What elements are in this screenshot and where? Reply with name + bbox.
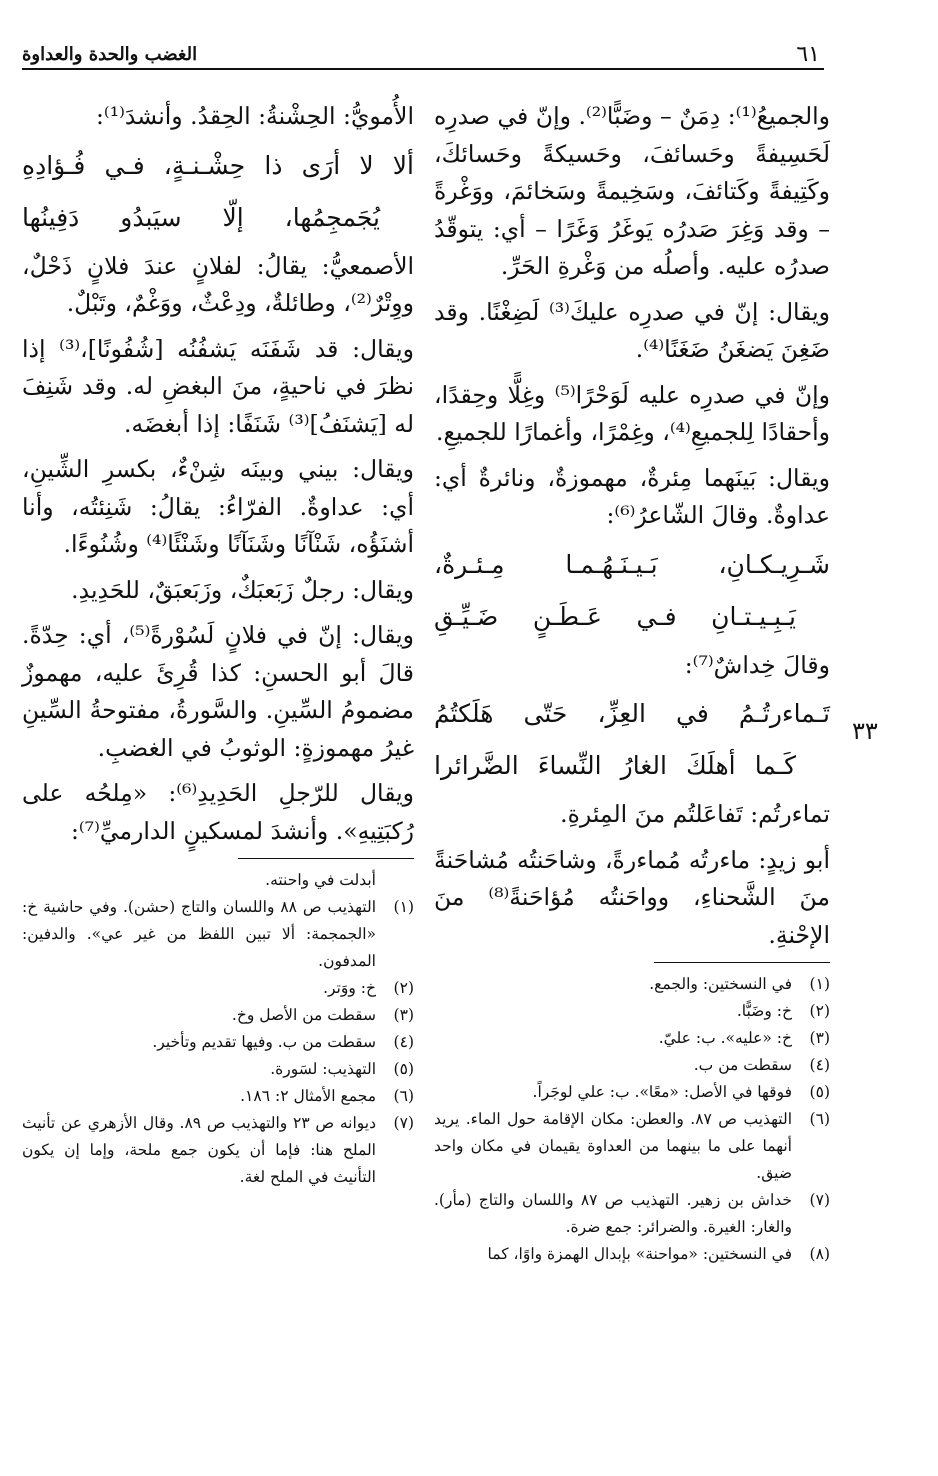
footnote (434, 998, 830, 1025)
footnote-text: في النسختين: والجمع. (649, 975, 792, 993)
footnote-text: فوقها في الأصل: «معًا». ب: علي لوجَراً. (532, 1083, 792, 1101)
verse-line: شَـرِيـكـانِ، بَـيـنَـهُـمـا مِـئـرةٌ، (434, 549, 830, 579)
footnote-number: (٧) (393, 1114, 414, 1132)
left-column (22, 98, 414, 1191)
paragraph: ويقال: إنّ في فلانٍ لَسُوْرةً⁽⁵⁾، أي: حِدّةً. قالَ أبو الحسنِ: كذا قُرِئَ عليه، مهموزٌ مضمومُ السِّينِ. والسَّورةُ، مفتوحةُ السِّينِ غيرُ مهموزةٍ: الوثوبُ في الغضبِ. (22, 621, 414, 762)
footnote (22, 1083, 414, 1110)
footnote-number: (٥) (393, 1060, 414, 1078)
footnote (22, 975, 414, 1002)
footnote-text: خ: وضَبًّا. (736, 1002, 792, 1020)
footnote (434, 971, 830, 998)
footnote-number: (٦) (393, 1087, 414, 1105)
footnote-text: مجمع الأمثال ٢: ١٨٦. (240, 1087, 376, 1105)
verse-line: كَـما أهلَكَ الغارُ النِّساءَ الضَّرائرا (434, 751, 796, 780)
header-rule (22, 68, 824, 70)
footnote (434, 1079, 830, 1106)
footnote-text: خداش بن زهير. التهذيب ص ٨٧ واللسان والتاج (مأر). والغار: الغيرة. والضرائر: جمع ضرة. (434, 1191, 792, 1236)
paragraph: ويقال: إنّ في صدرِه عليكَ⁽³⁾ لَضِغْنًا. وقد ضَغِنَ يَضغَنُ ضَغَنًا⁽⁴⁾. (434, 297, 830, 363)
footnote (434, 1052, 830, 1079)
footnotes (434, 971, 830, 1268)
footnote-number: (٨) (809, 1245, 830, 1263)
verse-line: يَـبِـيـتـانِ فـي عَـطَـنٍ ضَـيِّـقِ (434, 601, 796, 631)
paragraph: ويقال: قد شَفَنَه يَشفُنُه [شُفُونًا]،⁽³⁾ إذا نظرَ في ناحيةٍ، منَ البغضِ له. وقد شَنِفَ له [يَشنَفُ]⁽³⁾ شَنَفًا: إذا أبغضَه. (22, 334, 415, 438)
footnote-text: سقطت من ب. وفيها تقديم وتأخير. (152, 1033, 376, 1051)
footnote (22, 1110, 414, 1191)
footnote-number: (٥) (809, 1083, 830, 1101)
verse-line: ألا لا أرَى ذا حِشْـنـةٍ، فـي فُـؤادِهِ (22, 150, 414, 180)
paragraph: الأُمويُّ: الحِشْنةُ: الحِقدُ. وأنشدَ⁽¹⁾: (96, 102, 414, 130)
paragraph: ويقال: رجلٌ زَبَعبَكٌ، وزَبَعبَقٌ، للحَدِيدِ. (71, 575, 414, 604)
footnote (22, 894, 414, 975)
footnote-number: (٣) (809, 1029, 830, 1047)
footnote-number: (٤) (393, 1033, 414, 1051)
right-column (434, 98, 830, 1268)
footnote-text: أبدلت في واحنته. (265, 871, 376, 889)
footnote-text: سقطت من الأصل وخ. (231, 1006, 376, 1024)
footnote-separator (238, 858, 414, 859)
paragraph: الأصمعيُّ: يقالُ: لفلانٍ عندَ فلانٍ ذَحْلٌ، ووِتْرٌ⁽²⁾، وطائلةٌ، ودِعْثٌ، ووَغْمٌ، وتَبْلٌ. (22, 251, 414, 317)
footnote (434, 1106, 830, 1187)
paragraph: ويقال للرّجلِ الحَدِيدِ⁽⁶⁾: «مِلحُه على رُكبَتِيهِ». وأنشدَ لمسكينٍ الدارميِّ⁽⁷⁾: (22, 779, 414, 845)
footnote-text: خ: «عليه». ب: عليّ. (658, 1029, 792, 1047)
page-number: ٦١ (796, 42, 820, 67)
footnote-text: سقطت من ب. (693, 1056, 792, 1074)
running-title: الغضب والحدة والعداوة (22, 44, 198, 65)
paragraph: وقالَ خِداشٌ⁽⁷⁾: (684, 650, 830, 679)
footnote-number: (٦) (809, 1110, 830, 1128)
footnote-number: (١) (809, 975, 830, 993)
paragraph: تماءرتُم: تَفاعَلتُم منَ المِئرةِ. (560, 800, 830, 828)
footnotes (22, 867, 414, 1191)
footnote (22, 867, 414, 894)
footnote (22, 1056, 414, 1083)
footnote-text: ديوانه ص ٢٣ والتهذيب ص ٨٩. وقال الأزهري عن تأنيث الملح هنا: فإما أن يكون جمع ملحة، وإما إن يكون التأنيث في الملح لغة. (22, 1114, 376, 1186)
footnote-number: (٤) (809, 1056, 830, 1074)
paragraph: وإنّ في صدرِه عليه لَوَحْرًا⁽⁵⁾ وغِلًّا وحِقدًا، وأحقادًا لِلجميعِ⁽⁴⁾، وغِمْرًا، وأغمارًا للجميعِ. (434, 380, 830, 446)
footnote-number: (٢) (809, 1002, 830, 1020)
footnote-number: (٣) (393, 1006, 414, 1024)
footnote (434, 1187, 830, 1241)
verse-line: تَـماءرتُـمُ في العِزِّ، حَتّى هَلَكتُمُ (434, 699, 830, 728)
verse-line: يُجَمجِمُها، إلّا سيَبدُو دَفِينُها (22, 202, 380, 232)
footnote-number: (١) (393, 898, 414, 916)
footnote-number: (٧) (809, 1191, 830, 1209)
paragraph: ويقال: بَينَهما مِئرةٌ، مهموزةٌ، ونائرةٌ أي: عداوةٌ. وقالَ الشّاعرُ⁽⁶⁾: (434, 463, 830, 529)
footnote-number (376, 867, 414, 894)
paragraph: ويقال: بيني وبينَه شِنْءٌ، بكسرِ الشِّينِ، أي: عداوةٌ. الفرّاءُ: يقالُ: شَنِئتُه، وأنا أشنَؤُه، شَنْآنًا وشَنَآنًا وشَنْئًا⁽⁴⁾ وشُنُوءًا. (22, 455, 414, 558)
footnote (434, 1241, 830, 1268)
footnote-text: في النسختين: «مواحنة» بإبدال الهمزة واوًا، كما (487, 1245, 792, 1263)
footnote (22, 1002, 414, 1029)
footnote-text: خ: ووَتر. (323, 979, 376, 997)
footnote (22, 1029, 414, 1056)
footnote (434, 1025, 830, 1052)
footnote-separator (654, 962, 830, 963)
page-header (22, 36, 824, 70)
footnote-number: (٢) (393, 979, 414, 997)
paragraph: والجميعُ⁽¹⁾: دِمَنٌ – وضَبًّا⁽²⁾. وإنّ في صدرِه لَحَسِيفةً وحَسائفَ، وحَسيكةً وحَسائكَ، وكَتِيفةً وكَتائفَ، وسَخِيمةً وسَخائمَ، ووَغْرةً – وقد وَغِرَ صَدرُه يَوغَرُ وَغَرًا – أي: يتوقّدُ صدرُه عليه. وأصلُه من وَغْرةِ الحَرِّ. (434, 102, 830, 280)
footnote-text: التهذيب ص ٨٨ واللسان والتاج (حشن). وفي حاشية خ: «الجمجمة: ألا تبين اللفظ من غير عي». والدفين: المدفون. (22, 898, 377, 970)
footnote-text: التهذيب ص ٨٧. والعطن: مكان الإقامة حول الماء. يريد أنهما على ما بينهما من العداوة يقيمان في مكان واحد ضيق. (434, 1110, 793, 1182)
paragraph: أبو زيدٍ: ماءرتُه مُماءرةً، وشاحَنتُه مُشاحَنةً منَ الشَّحناءِ، وواحَنتُه مُؤاحَنةً⁽⁸⁾ منَ الإحْنةِ. (434, 845, 830, 949)
margin-page-number: ٣٣ (852, 717, 878, 745)
footnote-text: التهذيب: لسَورة. (270, 1060, 376, 1078)
